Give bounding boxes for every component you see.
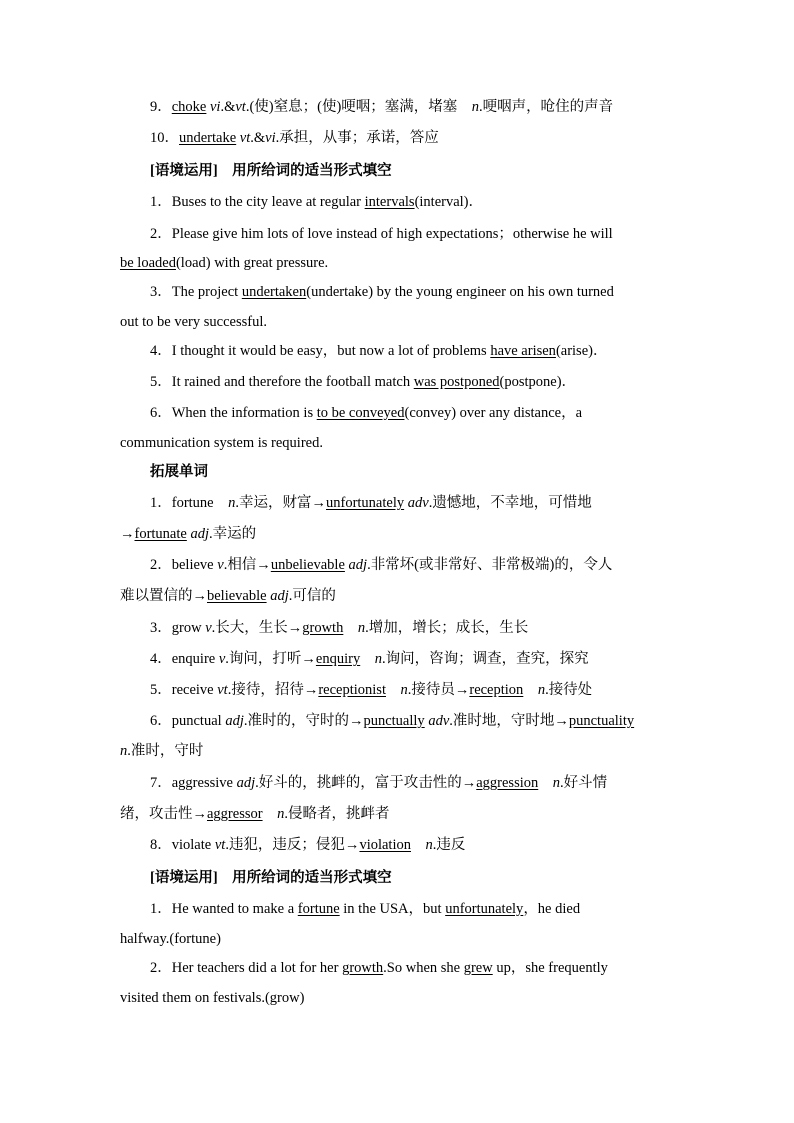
text-segment: 1．Buses to the city leave at regular [150,194,365,210]
answer-underlined: unfortunately [326,495,405,511]
ex1-line [150,342,607,360]
text-segment: 4．I thought it would be easy，but now a lot of problems [150,343,491,359]
ex1-line [150,193,483,211]
ext-line [150,556,612,574]
text-segment: .好斗的，挑衅的，富于攻击性的→ [255,775,477,791]
text-segment: (postpone)． [499,374,577,390]
part-of-speech: adv [428,713,450,729]
text-segment: communication system is required. [120,435,323,451]
vocab-line [150,129,439,147]
answer-underlined: undertaken [241,284,307,300]
text-segment: .接待员→ [407,682,470,698]
answer-underlined: unfortunately [445,901,524,917]
ext-line [120,742,203,760]
part-of-speech: n [425,837,433,853]
answer-underlined: aggression [476,775,539,791]
text-segment: out to be very successful. [120,314,267,330]
text-segment: .幸运，财富→ [235,495,326,511]
part-of-speech: adj [236,775,256,791]
text-segment [360,651,375,667]
ext-line [150,712,634,730]
answer-underlined: receptionist [318,682,386,698]
text-segment: 1．fortune [150,495,229,511]
text-segment: (arise)． [555,343,608,359]
text-segment: .好斗情 [560,775,608,791]
text-segment: .遗憾地，不幸地，可惜地 [428,495,592,511]
text-segment: 2．Her teachers did a lot for her [150,960,343,976]
ext-line [150,494,592,512]
text-segment: 9． [150,99,172,115]
text-segment: .可信的 [288,588,336,604]
text-segment: .承担，从事；承诺，答应 [275,130,439,146]
part-of-speech: n [537,682,546,698]
section-heading-context-usage-1: [语境运用] 用所给词的适当形式填空 [150,163,392,179]
text-segment: .违犯，违反；侵犯→ [225,837,360,853]
text-segment: halfway.(fortune) [120,931,221,947]
part-of-speech: v [217,557,224,573]
text-segment: .长大，生长→ [211,620,303,636]
text-segment: (load) with great pressure. [175,255,329,271]
answer-underlined: was postponed [413,374,500,390]
text-segment: 6．When the information is [150,405,317,421]
text-segment: .So when she [383,960,464,976]
ex1-line [150,283,614,301]
answer-underlined: believable [207,588,267,604]
answer-underlined: punctually [363,713,425,729]
vocab-line [150,98,613,116]
text-segment [343,620,358,636]
part-of-speech: vi [265,130,276,146]
part-of-speech: vt [239,130,251,146]
ex1-line [150,404,582,422]
section-heading-context-usage-2: [语境运用] 用所给词的适当形式填空 [150,870,392,886]
ext-line [150,774,607,792]
ext-line [150,650,589,668]
text-segment: .& [250,130,266,146]
ex2-line [120,989,304,1007]
ex1-line [150,373,576,391]
part-of-speech: n [400,682,408,698]
ext-line [150,619,528,637]
part-of-speech: n [277,806,285,822]
ex2-line [150,959,608,977]
ex1-line [120,254,328,272]
part-of-speech: v [218,651,226,667]
answer-underlined: fortunate [134,526,187,542]
ex1-line [120,434,323,452]
text-segment: 10． [150,130,179,146]
text-segment: 难以置信的→ [120,588,207,604]
answer-underlined: grew [463,960,493,976]
ext-line [120,805,389,823]
text-segment: .询问，咨询；调查，查究，探究 [381,651,589,667]
text-segment: .哽咽声，呛住的声音 [479,99,614,115]
text-segment: .侵略者，挑衅者 [284,806,390,822]
text-segment: → [120,526,135,542]
part-of-speech: vt [235,99,246,115]
part-of-speech: vi [210,99,221,115]
answer-underlined: reception [469,682,524,698]
text-segment: 5．It rained and therefore the football match [150,374,414,390]
text-segment: .幸运的 [209,526,257,542]
text-segment: in the USA，but [339,901,446,917]
answer-underlined: undertake [179,130,237,146]
text-segment: 绪，攻击性→ [120,806,207,822]
answer-underlined: be loaded [120,255,176,271]
text-segment: .接待，招待→ [227,682,319,698]
text-segment [411,837,426,853]
answer-underlined: to be conveyed [316,405,405,421]
answer-underlined: enquiry [315,651,361,667]
text-segment [386,682,401,698]
part-of-speech: n [374,651,382,667]
text-segment: .(使)窒息；(使)哽咽；塞满，堵塞 [245,99,472,115]
part-of-speech: adj [270,588,289,604]
part-of-speech: n [120,743,128,759]
text-segment: visited them on festivals.(grow) [120,990,305,1006]
text-segment: 4．enquire [150,651,219,667]
part-of-speech: adj [190,526,209,542]
part-of-speech: n [471,99,480,115]
text-segment: .询问，打听→ [225,651,316,667]
text-segment: 6．punctual [150,713,226,729]
answer-underlined: intervals [364,194,415,210]
text-segment: .准时的，守时的→ [243,713,364,729]
ext-line [150,681,592,699]
text-segment: (convey) over any distance，a [404,405,583,421]
text-segment: .相信→ [223,557,271,573]
text-segment: 7．aggressive [150,775,237,791]
part-of-speech: v [205,620,212,636]
answer-underlined: unbelievable [270,557,345,573]
text-segment: ，he died [523,901,581,917]
answer-underlined: growth [302,620,344,636]
text-segment: .准时地，守时地→ [449,713,569,729]
answer-underlined: aggressor [207,806,263,822]
text-segment: 3．The project [150,284,242,300]
part-of-speech: vt [214,837,226,853]
ext-line [120,525,256,543]
text-segment: (undertake) by the young engineer on his own turned [306,284,614,300]
part-of-speech: n [552,775,560,791]
text-segment: 8．violate [150,837,215,853]
ex2-line [120,930,221,948]
ext-line [150,836,465,854]
answer-underlined: choke [171,99,207,115]
text-segment: 2．Please give him lots of love instead of high expectations；otherwise he will [150,226,613,242]
part-of-speech: vt [217,682,228,698]
text-segment: .接待处 [545,682,593,698]
text-segment [263,806,278,822]
part-of-speech: n [357,620,366,636]
text-segment [523,682,538,698]
ex1-line [120,313,267,331]
ex2-line [150,900,580,918]
text-segment: (interval)． [414,194,484,210]
answer-underlined: fortune [297,901,340,917]
text-segment: .& [220,99,236,115]
ext-line [120,587,336,605]
part-of-speech: adj [225,713,244,729]
text-segment: 3．grow [150,620,206,636]
answer-underlined: have arisen [490,343,556,359]
ex1-line [150,225,613,243]
text-segment: .增加，增长；成长，生长 [365,620,529,636]
text-segment: .准时，守时 [127,743,204,759]
text-segment: 1．He wanted to make a [150,901,298,917]
text-segment: up，she frequently [492,960,608,976]
text-segment: .非常坏(或非常好、非常极端)的，令人 [367,557,613,573]
text-segment: 5．receive [150,682,218,698]
part-of-speech: n [228,495,236,511]
answer-underlined: punctuality [568,713,635,729]
text-segment [538,775,553,791]
answer-underlined: violation [359,837,411,853]
part-of-speech: adj [348,557,368,573]
text-segment: 2．believe [150,557,218,573]
part-of-speech: adv [407,495,429,511]
answer-underlined: growth [342,960,384,976]
section-heading-extension-words: 拓展单词 [150,464,208,480]
text-segment: .违反 [432,837,466,853]
